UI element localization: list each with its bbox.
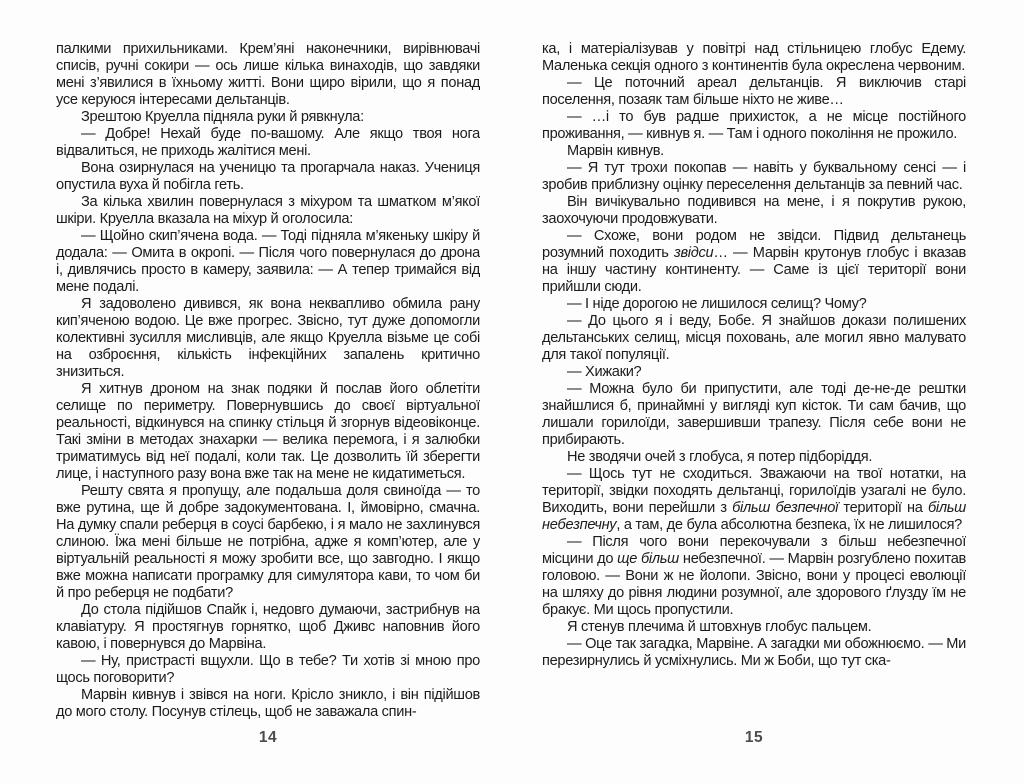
paragraph <box>542 160 966 194</box>
text-run: — Хижаки? <box>567 364 642 380</box>
text-run: — Щойно скип’ячена вода. — Тоді підняла м’якеньку шкіру й додала: — Омита в окропі. — Після чого повернулася до дрона і, дивлячись просто в камеру, заявила: — А тепер тримайся від мене подалі. <box>56 228 480 295</box>
page-right-body <box>542 41 966 670</box>
text-run: — Добре! Нехай буде по-вашому. Але якщо твоя нога відвалиться, не приходь жалітися мені. <box>56 126 480 159</box>
text-run: … — Марвін крутонув глобус і вказав на іншу частину континенту. — Саме із цієї території вони прийшли сюди. <box>542 245 966 295</box>
text-run: Марвін кивнув і звівся на ноги. Крісло зникло, і він підійшов до мого столу. Посунув стілець, щоб не заважала спин- <box>56 687 480 720</box>
paragraph <box>542 109 966 143</box>
text-run: Зрештою Круелла підняла руки й рявкнула: <box>81 109 364 125</box>
emphasized-text: звідси <box>673 245 714 261</box>
paragraph <box>542 619 966 636</box>
text-run: Вона озирнулася на ученицю та прогарчала наказ. Учениця опустила вуха й побігла геть. <box>56 160 480 193</box>
paragraph <box>542 296 966 313</box>
text-run: небезпечної. — Марвін розгублено похитав головою. — Вони ж не йолопи. Звісно, вони у процесі еволюції на шляху до рівня людини розумної, але здорового ґлузду їм не бракує. Ми щось пропустили. <box>542 551 966 618</box>
emphasized-text: більш безпечної <box>732 500 839 516</box>
text-run: — Після чого вони перекочували з більш небезпечної місцини до <box>542 534 966 567</box>
paragraph <box>56 687 480 721</box>
paragraph <box>542 41 966 75</box>
text-run: , а там, де була абсолютна безпека, їх не лишилося? <box>616 517 962 533</box>
paragraph <box>542 534 966 619</box>
page-left <box>56 41 480 753</box>
text-run: території на <box>838 500 928 516</box>
paragraph <box>542 449 966 466</box>
emphasized-text: ще більш <box>617 551 679 567</box>
paragraph <box>56 296 480 381</box>
text-run: — Можна було би припустити, але тоді де-не-де рештки знайшлися б, принаймні у вигляді куп кісток. Ти сам бачив, що лишали горилоїди, завершивши трапезу. Після себе вони не прибирають. <box>542 381 966 448</box>
text-run: Я стенув плечима й штовхнув глобус пальцем. <box>567 619 872 635</box>
paragraph <box>56 126 480 160</box>
paragraph <box>56 483 480 602</box>
text-run: — Я тут трохи покопав — навіть у буквальному сенсі — і зробив приблизну оцінку переселення дельтанців за певний час. <box>542 160 966 193</box>
page-right <box>542 41 966 753</box>
page-left-body <box>56 41 480 721</box>
paragraph <box>542 364 966 381</box>
text-run: До стола підійшов Спайк і, недовго думаючи, застрибнув на клавіатуру. Я простягнув горнятко, щоб Дживс наповнив його кавою, і повернувся до Марвіна. <box>56 602 480 652</box>
text-run: — …і то був радше прихисток, а не місце постійного проживання, — кивнув я. — Там і одного покоління не прожило. <box>542 109 966 142</box>
text-run: Він вичікувально подивився на мене, і я покрутив рукою, заохочуючи продовжувати. <box>542 194 966 227</box>
paragraph <box>56 194 480 228</box>
text-run: Не зводячи очей з глобуса, я потер підборіддя. <box>567 449 873 465</box>
text-run: палкими прихильниками. Крем’яні наконечники, вирівнювачі списів, ручні сокири — ось лише кілька винаходів, що завдяки мені з’явилися в їхньому житті. Вони щиро вірили, що я понад усе керуюся інтересами дельтанців. <box>56 41 480 108</box>
text-run: ка, і матеріалізував у повітрі над стільницею глобус Едему. Маленька секція одного з континентів була окреслена червоним. <box>542 41 966 74</box>
text-run: Решту свята я пропущу, але подальша доля свиноїда — то вже рутина, ще й добре задокументована. І, ймовірно, смачна. На думку спали реберця в соусі барбекю, і я мало не захлинувся слиною. Їжа мені більше не потрібна, адже я комп’ютер, але у віртуальній реальності я можу зробити все, що завгодно. І якщо вже можна написати програмку для симулятора кави, то чом би й про реберця не подбати? <box>56 483 480 601</box>
paragraph <box>56 653 480 687</box>
paragraph <box>56 381 480 483</box>
paragraph <box>542 636 966 670</box>
text-run: — Щось тут не сходиться. Зважаючи на твої нотатки, на території, звідки походять дельтанці, горилоїдів узагалі не було. Виходить, вони перейшли з <box>542 466 966 516</box>
emphasized-text: більш небезпечну <box>542 500 966 533</box>
paragraph <box>542 466 966 534</box>
page-number-right: 15 <box>744 729 764 746</box>
text-run: — До цього я і веду, Бобе. Я знайшов докази полишених дельтанських селищ, місця поховань, але могил явно малувато для такої популяції. <box>542 313 966 363</box>
paragraph <box>56 160 480 194</box>
page-number-left: 14 <box>258 729 278 746</box>
paragraph <box>542 313 966 364</box>
paragraph <box>542 228 966 296</box>
paragraph <box>542 381 966 449</box>
paragraph <box>56 602 480 653</box>
text-run: — Це поточний ареал дельтанців. Я виключив старі поселення, позаяк там більше ніхто не живе… <box>542 75 966 108</box>
paragraph <box>56 41 480 109</box>
text-run: Я задоволено дивився, як вона неквапливо обмила рану кип’яченою водою. Це вже прогрес. Звісно, тут дуже допомогли колективні зусилля мисливців, але якщо Круелла візьме це собі на озброєння, кількість інфекційних запалень критично знизиться. <box>56 296 480 380</box>
text-run: Марвін кивнув. <box>567 143 664 159</box>
paragraph <box>56 228 480 296</box>
paragraph <box>56 109 480 126</box>
paragraph <box>542 143 966 160</box>
paragraph <box>542 75 966 109</box>
text-run: Я хитнув дроном на знак подяки й послав його облетіти селище по периметру. Повернувшись до своєї віртуальної реальності, відкинувся на спинку стільця й згорнув відеовіконце. Такі зміни в методах знахарки — велика перемога, і я залюбки триматимусь від неї подалі, коли так. Це дозволить їй зберегти лице, і наступного разу вона вже так на мене не кидатиметься. <box>56 381 480 482</box>
text-run: — Схоже, вони родом не звідси. Підвид дельтанець розумний походить <box>542 228 966 261</box>
text-run: За кілька хвилин повернулася з міхуром та шматком м’якої шкіри. Круелла вказала на міхур й оголосила: <box>56 194 480 227</box>
text-run: — І ніде дорогою не лишилося селищ? Чому? <box>567 296 867 312</box>
text-run: — Оце так загадка, Марвіне. А загадки ми обожнюємо. — Ми перезирнулись й усміхнулись. Ми ж Боби, що тут ска- <box>542 636 966 669</box>
text-run: — Ну, пристрасті вщухли. Що в тебе? Ти хотів зі мною про щось поговорити? <box>56 653 480 686</box>
paragraph <box>542 194 966 228</box>
